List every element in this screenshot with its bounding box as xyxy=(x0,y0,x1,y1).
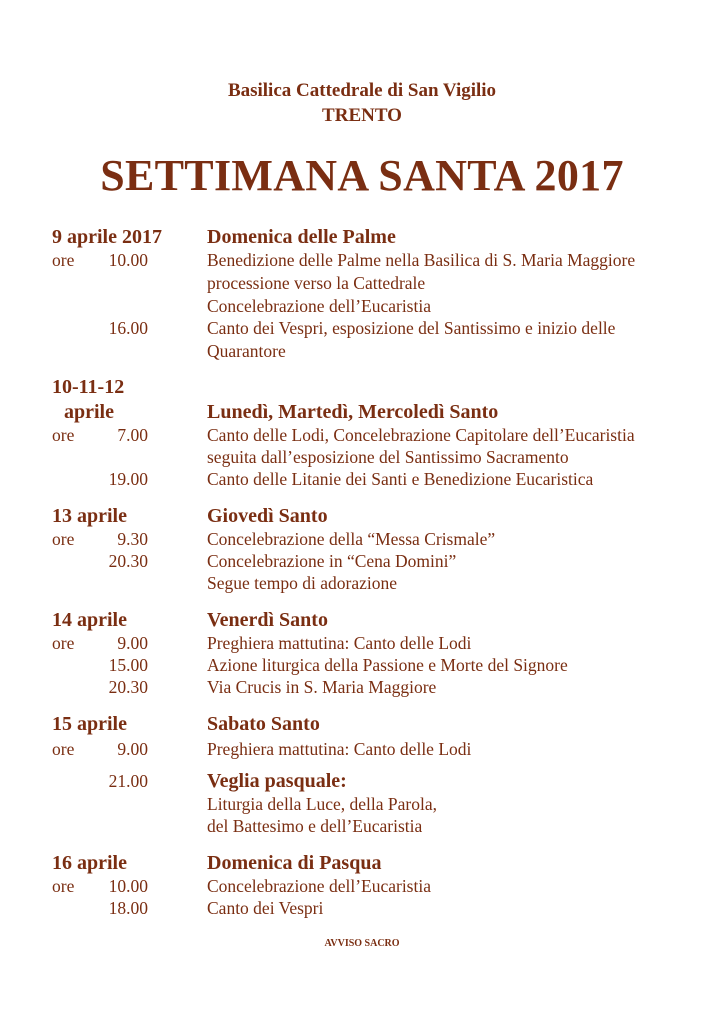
ore-label: ore xyxy=(52,250,75,270)
day-date: 15 aprile xyxy=(52,713,127,735)
event-line: Concelebrazione dell’Eucaristia xyxy=(207,296,431,316)
day-heading: Giovedì Santo xyxy=(207,505,328,527)
event-time: 16.00 xyxy=(108,318,148,338)
event-line: Benedizione delle Palme nella Basilica di S. Maria Maggiore xyxy=(207,250,636,270)
day-heading: Lunedì, Martedì, Mercoledì Santo xyxy=(207,401,499,423)
event-time: 21.00 xyxy=(108,771,148,791)
event-line: Quarantore xyxy=(207,341,286,361)
page-title: SETTIMANA SANTA 2017 xyxy=(100,151,624,200)
city-name: TRENTO xyxy=(322,105,402,126)
event-line: Canto dei Vespri, esposizione del Santissimo e inizio delle xyxy=(207,318,616,338)
event-line: seguita dall’esposizione del Santissimo Sacramento xyxy=(207,447,569,467)
event-time: 19.00 xyxy=(108,469,148,489)
day-date: 16 aprile xyxy=(52,852,127,874)
day-heading: Venerdì Santo xyxy=(207,609,328,631)
ore-label: ore xyxy=(52,739,75,759)
event-time: 15.00 xyxy=(108,655,148,675)
day-heading: Sabato Santo xyxy=(207,713,320,735)
day-heading: Domenica di Pasqua xyxy=(207,852,382,874)
event-time: 20.30 xyxy=(108,551,148,571)
ore-label: ore xyxy=(52,876,75,896)
event-line: Canto dei Vespri xyxy=(207,898,324,918)
event-time: 10.00 xyxy=(108,250,148,270)
event-time: 10.00 xyxy=(108,876,148,896)
event-line: Liturgia della Luce, della Parola, xyxy=(207,794,438,814)
event-line: processione verso la Cattedrale xyxy=(207,273,426,293)
event-line: Concelebrazione in “Cena Domini” xyxy=(207,551,457,571)
event-line: del Battesimo e dell’Eucaristia xyxy=(207,816,423,836)
event-time: 9.30 xyxy=(117,529,148,549)
event-line: Segue tempo di adorazione xyxy=(207,573,398,593)
ore-label: ore xyxy=(52,529,75,549)
event-time: 9.00 xyxy=(117,739,148,759)
event-line: Concelebrazione della “Messa Crismale” xyxy=(207,529,496,549)
event-time: 9.00 xyxy=(117,633,148,653)
day-date: 10-11-12 xyxy=(52,376,125,398)
event-time: 18.00 xyxy=(108,898,148,918)
event-line: Canto delle Litanie dei Santi e Benedizione Eucaristica xyxy=(207,469,594,489)
event-line: Canto delle Lodi, Concelebrazione Capitolare dell’Eucaristia xyxy=(207,425,635,445)
event-line: Azione liturgica della Passione e Morte del Signore xyxy=(207,655,568,675)
day-date: 13 aprile xyxy=(52,505,127,527)
event-time: 20.30 xyxy=(108,677,148,697)
day-heading: Domenica delle Palme xyxy=(207,226,396,248)
day-date: 9 aprile 2017 xyxy=(52,226,162,248)
ore-label: ore xyxy=(52,425,75,445)
event-line: Preghiera mattutina: Canto delle Lodi xyxy=(207,633,472,653)
event-line: Preghiera mattutina: Canto delle Lodi xyxy=(207,739,472,759)
day-date: aprile xyxy=(64,401,114,423)
church-name: Basilica Cattedrale di San Vigilio xyxy=(227,80,497,101)
event-subheading: Veglia pasquale: xyxy=(207,770,347,792)
ore-label: ore xyxy=(52,633,75,653)
event-line: Concelebrazione dell’Eucaristia xyxy=(207,876,431,896)
event-time: 7.00 xyxy=(117,425,148,445)
footer-notice: AVVISO SACRO xyxy=(324,938,400,949)
event-line: Via Crucis in S. Maria Maggiore xyxy=(207,677,437,697)
day-date: 14 aprile xyxy=(52,609,127,631)
